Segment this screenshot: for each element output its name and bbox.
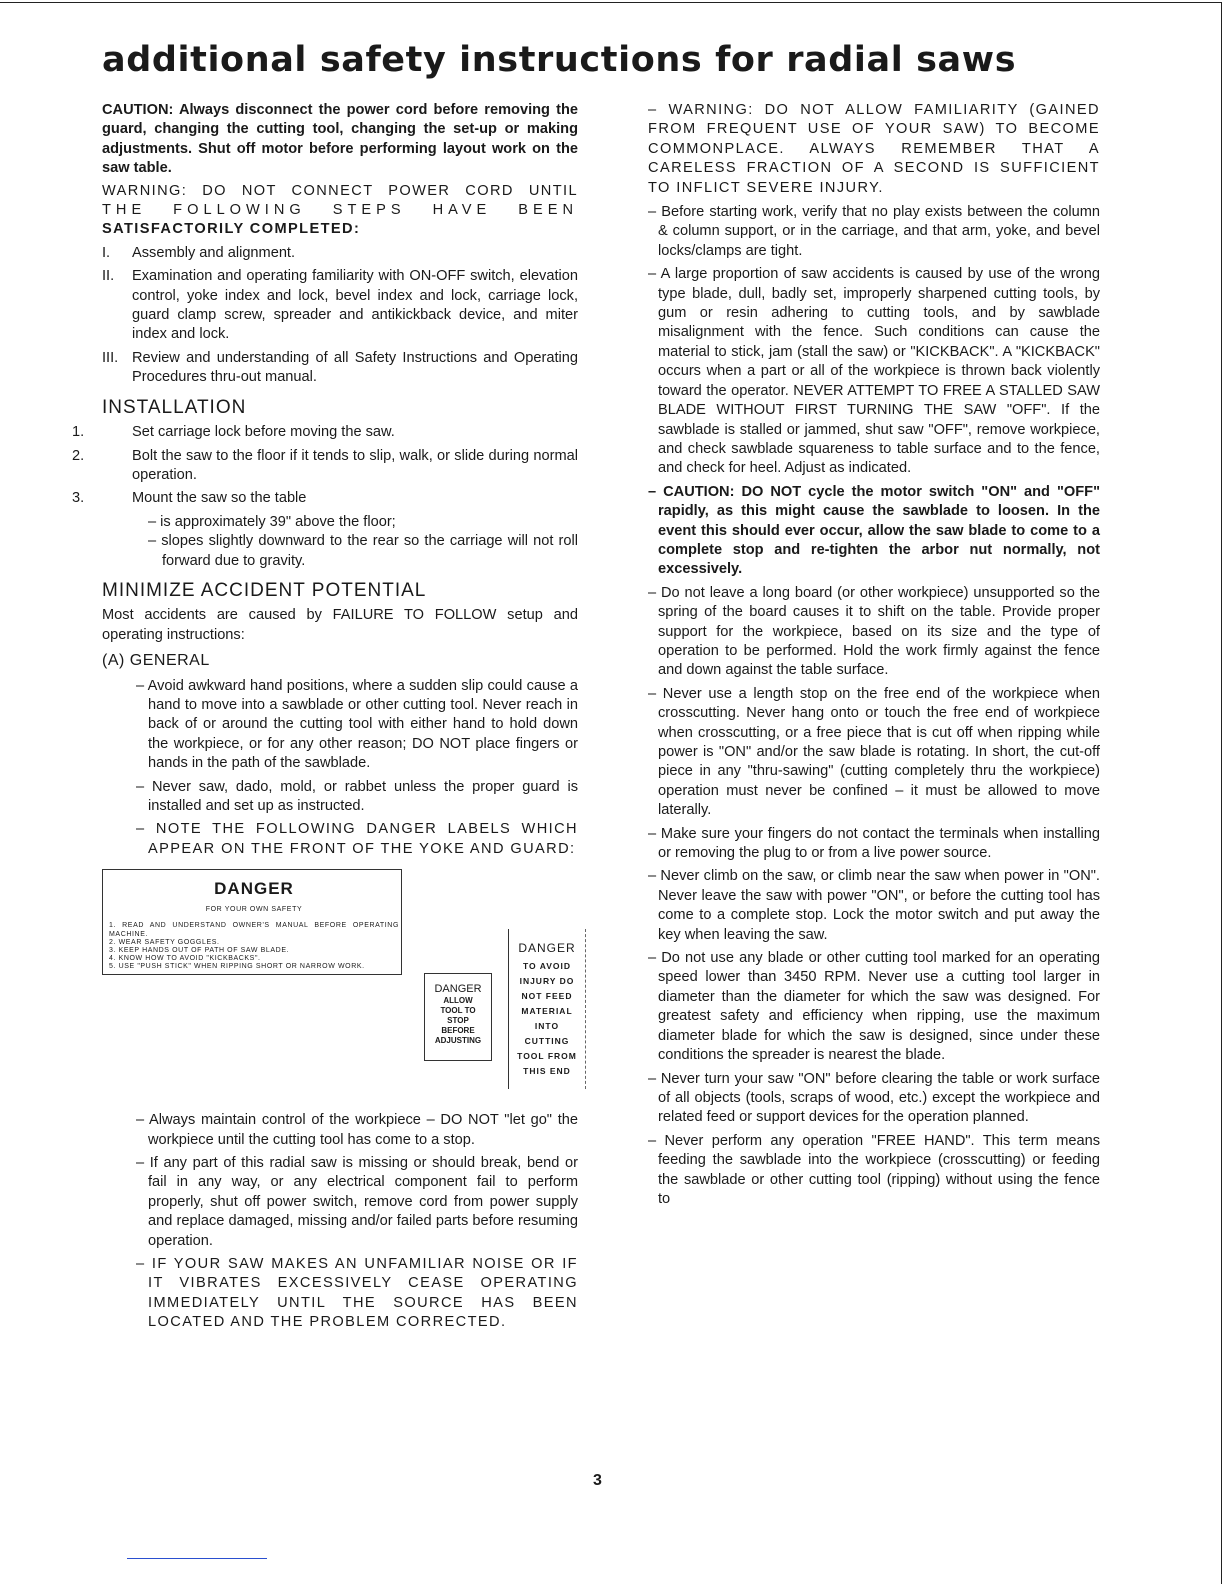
general-item: – Always maintain control of the workpiece – DO NOT "let go" the workpiece until the cutting tool has come to a stop.: [136, 1112, 578, 1148]
caution-cycle-switch: – CAUTION: DO NOT cycle the motor switch "ON" and "OFF" rapidly, as this might cause the sawblade to loosen. In the event this should ever occur, allow the saw blade to come to a complete stop and re-tighten the arbor nut normally, not excessively.: [648, 483, 1100, 578]
right-item: – Never use a length stop on the free end of the workpiece when crosscutting. Never hang onto or touch the free end of workpiece when crosscutting, or a free piece that is cut off when ripping while power is "ON" and/or the saw blade is rotating. In short, the cut-off piece in any "thru-sawing" (cutting completely thru the workpiece) operation must never be confined – it must be allowed to move laterally.: [648, 685, 1100, 819]
right-item: – Never perform any operation "FREE HAND". This term means feeding the sawblade into the workpiece (crosscutting) or feeding the sawblade or other cutting tool (ripping) without using the fence to: [648, 1132, 1100, 1207]
prerequisite-steps: [102, 244, 578, 388]
danger-label-title: DANGER: [434, 983, 482, 996]
right-item: – Do not leave a long board (or other workpiece) unsupported so the spring of the board causes it to shift on the table. Provide proper support for the workpiece, based on its size and the type of operation to be performed. Hold the work firmly against the fence and down against the table surface.: [648, 584, 1100, 679]
installation-heading: INSTALLATION: [102, 396, 247, 418]
installation-item: [72, 489, 578, 508]
danger-label-line: ALLOW: [443, 996, 473, 1006]
page-border-right: [1221, 2, 1222, 1584]
danger-label-item: 4. KNOW HOW TO AVOID "KICKBACKS".: [109, 955, 261, 963]
danger-label-line: INTO: [534, 1021, 560, 1032]
caution-paragraph: CAUTION: Always disconnect the power cord before removing the guard, changing the cutting tool, changing the set-up or making adjustments. Shut off motor before performing layout work on the saw table.: [102, 102, 578, 177]
general-list-continued: [102, 1111, 578, 1332]
page-number: 3: [593, 1472, 602, 1489]
general-heading: (A) GENERAL: [102, 652, 210, 670]
installation-item: [72, 447, 578, 486]
general-item: – NOTE THE FOLLOWING DANGER LABELS WHICH APPEAR ON THE FRONT OF THE YOKE AND GUARD:: [136, 821, 578, 857]
danger-label-line: BEFORE: [441, 1026, 475, 1036]
danger-label-item: 1. READ AND UNDERSTAND OWNER'S MANUAL BEFORE OPERATING MACHINE.: [109, 922, 399, 938]
general-item: – If any part of this radial saw is missing or should break, bend or fail in any way, or any electrical component fail to perform properly, shut off power switch, remove cord from power supply and replace damaged, missing and/or failed parts before resuming operation.: [136, 1155, 578, 1249]
item-number: 3.: [72, 490, 85, 507]
step-text: Assembly and alignment.: [132, 244, 296, 261]
warning-line: THE FOLLOWING STEPS HAVE BEEN: [102, 202, 578, 219]
item-text: Mount the saw so the table: [132, 490, 307, 507]
page-border-top: [0, 2, 1222, 3]
mount-subitem: – slopes slightly downward to the rear so the carriage will not roll forward due to gravity.: [148, 533, 578, 569]
right-item: – Never turn your saw "ON" before clearing the table or work surface of all objects (tools, scraps of wood, etc.) except the workpiece and related feed or support devices for the operation planned.: [648, 1070, 1100, 1126]
danger-label-line: THIS END: [523, 1066, 571, 1077]
step-number: III.: [102, 349, 119, 366]
danger-label-adjust: [424, 973, 492, 1061]
page-title: additional safety instructions for radial saws: [102, 40, 1017, 80]
general-item: – Never saw, dado, mold, or rabbet unless the proper guard is installed and set up as instructed.: [136, 778, 578, 814]
warning-paragraph: [102, 182, 578, 240]
step-text: Examination and operating familiarity with ON-OFF switch, elevation control, yoke index and lock, bevel index and lock, carriage lock, guard clamp screw, spreader and antikickback device, and miter index and lock.: [132, 268, 578, 343]
minimize-heading: MINIMIZE ACCIDENT POTENTIAL: [102, 579, 427, 601]
right-list: [648, 203, 1100, 479]
item-number: 1.: [72, 424, 85, 441]
danger-label-line: ADJUSTING: [434, 1036, 482, 1046]
step-number: II.: [102, 268, 115, 285]
danger-label-item: 3. KEEP HANDS OUT OF PATH OF SAW BLADE.: [109, 947, 290, 955]
general-item: – IF YOUR SAW MAKES AN UNFAMILIAR NOISE OR IF IT VIBRATES EXCESSIVELY CEASE OPERATING IMMEDIATELY UNTIL THE SOURCE HAS BEEN LOCATED AND THE PROBLEM CORRECTED.: [136, 1256, 578, 1331]
danger-label-title: DANGER: [518, 941, 576, 956]
danger-label-feed: [508, 929, 586, 1089]
danger-label-item: 2. WEAR SAFETY GOGGLES.: [109, 938, 220, 946]
danger-label-text: [425, 996, 491, 1046]
danger-label-line: TOOL TO: [440, 1006, 476, 1016]
installation-item: [72, 423, 578, 442]
danger-label-text: [509, 959, 585, 1079]
danger-label-line: MATERIAL: [521, 1006, 573, 1017]
general-item: – Avoid awkward hand positions, where a sudden slip could cause a hand to move into a sawblade or other cutting tool. Never reach in back of or around the cutting tool with either hand to hold down the workpiece, or for any other reason; DO NOT place fingers or hands in the path of the sawblade.: [136, 677, 578, 772]
danger-label-items: [109, 922, 399, 971]
right-item: – Make sure your fingers do not contact the terminals when installing or removing the plug to or from a live power source.: [648, 825, 1100, 862]
mount-sublist: [102, 513, 578, 571]
familiarity-warning: – WARNING: DO NOT ALLOW FAMILIARITY (GAINED FROM FREQUENT USE OF YOUR SAW) TO BECOME COMMONPLACE. ALWAYS REMEMBER THAT A CARELESS FRACTION OF A SECOND IS SUFFICIENT TO INFLICT SEVERE INJURY.: [648, 102, 1100, 196]
danger-label-line: TO AVOID: [523, 961, 571, 972]
right-column: [648, 101, 1100, 1213]
minimize-intro: Most accidents are caused by FAILURE TO FOLLOW setup and operating instructions:: [102, 607, 578, 643]
right-item: – Never climb on the saw, or climb near the saw when power in "ON". Never leave the saw with power "ON", or before the cutting tool has come to a complete stop. Lock the motor switch and put away the key when leaving the saw.: [648, 868, 1100, 943]
danger-label-title: DANGER: [214, 879, 294, 899]
left-column: [72, 101, 578, 1337]
step-item: [102, 267, 578, 345]
right-item: – Before starting work, verify that no play exists between the column & column support, or in the carriage, and that arm, yoke, and bevel locks/clamps are tight.: [648, 204, 1100, 259]
general-list: [102, 677, 578, 860]
step-item: [102, 244, 578, 263]
mount-subitem: – is approximately 39" above the floor;: [148, 513, 396, 530]
warning-line: WARNING: DO NOT CONNECT POWER CORD UNTIL: [102, 182, 578, 199]
danger-label-line: INJURY DO: [519, 976, 575, 987]
danger-label-main: [102, 869, 402, 975]
step-item: [102, 349, 578, 388]
danger-label-line: CUTTING: [524, 1036, 570, 1047]
danger-label-subtitle: FOR YOUR OWN SAFETY: [205, 906, 303, 914]
right-list-continued: [648, 584, 1100, 1210]
step-number: I.: [102, 244, 111, 261]
footer-rule: [127, 1558, 267, 1559]
danger-label-line: TOOL FROM: [517, 1051, 577, 1062]
danger-label-item: 5. USE "PUSH STICK" WHEN RIPPING SHORT OR NARROW WORK.: [109, 963, 365, 971]
installation-list: [72, 423, 578, 509]
item-text: Set carriage lock before moving the saw.: [132, 424, 395, 441]
item-text: Bolt the saw to the floor if it tends to slip, walk, or slide during normal operation.: [132, 447, 578, 483]
right-item: – Do not use any blade or other cutting tool marked for an operating speed lower than 3450 RPM. Never use a cutting tool larger in diameter than the diameter for which the saw was designed. For greatest safety and efficiency when ripping, use the maximum diameter blade for which the saw is designed, since under these conditions the spreader is nearest the blade.: [648, 950, 1100, 1064]
danger-label-line: STOP: [447, 1016, 469, 1026]
item-number: 2.: [72, 447, 85, 464]
danger-labels: [102, 869, 578, 1105]
right-item: – A large proportion of saw accidents is caused by use of the wrong type blade, dull, badly set, improperly sharpened cutting tools, by gum or resin adhering to cutting tools, and by sawblade misalignment with the fence. Such conditions can cause the material to stick, jam (stall the saw) or "KICKBACK". A "KICKBACK" occurs when a part or all of the workpiece is thrown back violently toward the operator. NEVER ATTEMPT TO FREE A STALLED SAW BLADE WITHOUT FIRST TURNING THE SAW "OFF". If the sawblade is stalled or jammed, shut saw "OFF", remove workpiece, and check sawblade squareness to table surface and to the fence, and check for heel. Adjust as indicated.: [648, 266, 1100, 477]
warning-line: SATISFACTORILY COMPLETED:: [102, 221, 361, 238]
danger-label-line: NOT FEED: [521, 991, 573, 1002]
step-text: Review and understanding of all Safety Instructions and Operating Procedures thru-out manual.: [132, 349, 578, 386]
